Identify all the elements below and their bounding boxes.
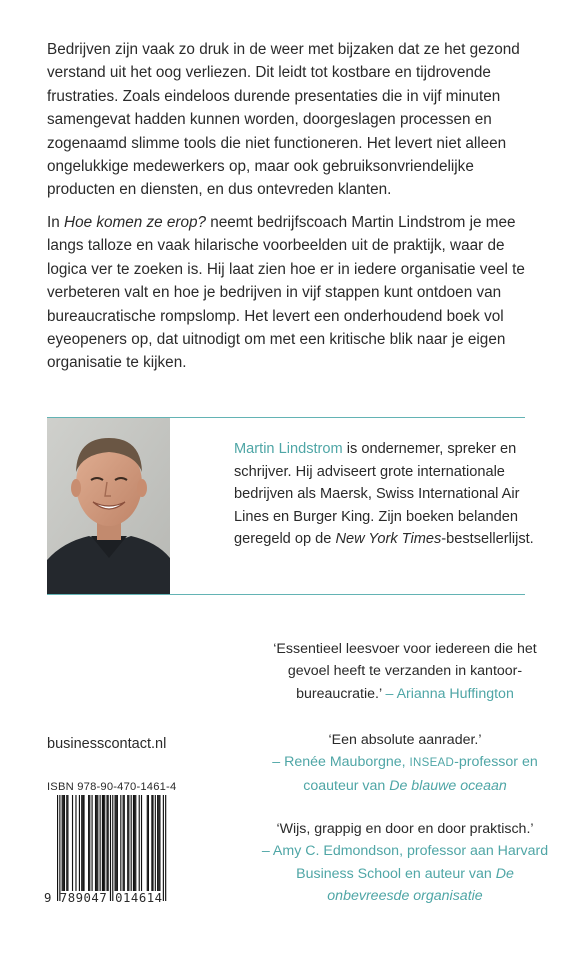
review-quote-3 xyxy=(255,818,555,907)
publisher-website: businesscontact.nl xyxy=(47,736,167,752)
barcode-bar xyxy=(157,795,158,891)
barcode-bar xyxy=(124,795,125,891)
quote-text: ‘Essentieel leesvoer voor iedereen die het gevoel heeft te verzanden in kantoor-bureaucratie.’ xyxy=(273,641,537,702)
barcode-bar xyxy=(112,795,113,901)
publication-name: New York Times xyxy=(335,531,442,548)
barcode-bar xyxy=(116,795,117,891)
quote-text: ‘Wijs, grappig en door en door praktisch.’ xyxy=(276,821,534,837)
barcode-bar xyxy=(96,795,97,891)
quote-attribution: – Arianna Huffington xyxy=(385,685,514,702)
barcode-bar xyxy=(123,795,124,891)
barcode-bar xyxy=(131,795,132,891)
barcode-bar xyxy=(97,795,98,891)
quote-text: ‘Een absolute aanrader.’ xyxy=(328,732,482,748)
barcode-bar xyxy=(135,795,136,891)
barcode-bar xyxy=(104,795,105,891)
author-photo xyxy=(47,418,170,594)
barcode-bar xyxy=(134,795,135,891)
barcode-bar xyxy=(128,795,129,891)
barcode-bar xyxy=(163,795,164,901)
paragraph-intro: In xyxy=(47,214,65,231)
barcode-bar xyxy=(141,795,142,891)
barcode-bar xyxy=(106,795,107,891)
barcode-bar xyxy=(147,795,148,891)
barcode-bar xyxy=(79,795,80,891)
barcode-bar xyxy=(100,795,101,891)
barcode-bar xyxy=(62,795,63,891)
barcode-bar xyxy=(158,795,159,891)
barcode-bar xyxy=(88,795,89,891)
barcode-bar xyxy=(139,795,140,891)
barcode-bar xyxy=(75,795,76,891)
barcode-bar xyxy=(92,795,93,891)
barcode-bar xyxy=(59,795,60,901)
barcode-bar xyxy=(148,795,149,891)
author-bio xyxy=(234,438,534,551)
divider-bottom xyxy=(47,594,525,595)
description-paragraph-1: Bedrijven zijn vaak zo druk in de weer met bijzaken dat ze het gezond verstand uit het oog verliezen. Dit leidt tot kostbare en tijdrovende frustraties. Zoals eindeloos durende presentaties die in vijf minuten samengevat hadden kunnen worden, doorgeslagen processen en zogenaamd slimme tools die niet functioneren. Het levert niet alleen ongelukkige medewerkers op, maar ook gebruiksonvriendelijke producten en diensten, en dus ontevreden klanten. xyxy=(47,41,520,199)
barcode-bar xyxy=(159,795,160,891)
barcode-bar xyxy=(64,795,65,891)
barcode-bar xyxy=(63,795,64,891)
book-title: Hoe komen ze erop? xyxy=(64,214,207,231)
author-bio-text: is ondernemer, spreker en schrijver. Hij adviseert grote internationale bedrijven als Maersk, Swiss International Air Lines en Burger King. Zijn boeken belanden geregeld op de xyxy=(234,441,520,548)
quote-attribution: – Renée Mauborgne, INSEAD-professor en coauteur van De blauwe oceaan xyxy=(272,754,538,794)
barcode-number: 9 789047 014614 xyxy=(44,891,163,905)
barcode-bar xyxy=(151,795,152,891)
quote-attribution: – Amy C. Edmondson, professor aan Harvard Business School en auteur van De onbevreesde organisatie xyxy=(261,843,549,904)
isbn-number: ISBN 978-90-470-1461-4 xyxy=(47,781,177,793)
barcode-bar xyxy=(57,795,58,901)
barcode-bar xyxy=(110,795,111,901)
barcode-bar xyxy=(72,795,73,891)
barcode-bar xyxy=(103,795,104,891)
barcode-bar xyxy=(95,795,96,891)
barcode-bar xyxy=(82,795,83,891)
author-name: Martin Lindstrom xyxy=(234,441,343,457)
barcode-bar xyxy=(67,795,68,891)
barcode-bar xyxy=(133,795,134,891)
barcode-bar xyxy=(81,795,82,891)
barcode-bar xyxy=(102,795,103,891)
barcode-bar xyxy=(152,795,153,891)
barcode-bar xyxy=(115,795,116,891)
barcode-bar xyxy=(165,795,166,901)
barcode-bar xyxy=(66,795,67,891)
description-paragraph-2 xyxy=(47,211,537,375)
barcode-bar xyxy=(83,795,84,891)
review-quote-2 xyxy=(255,729,555,797)
barcode-bar xyxy=(120,795,121,891)
author-bio-end: -bestsellerlijst. xyxy=(441,531,534,548)
barcode-bar xyxy=(117,795,118,891)
barcode-bar xyxy=(127,795,128,891)
paragraph-body: neemt bedrijfscoach Martin Lindstrom je mee langs talloze en vaak hilarische voorbeelden uit de praktijk, waar de logica ver te zoeken is. Hij laat zien hoe er in iedere organisatie veel te verbeteren valt en hoe je bedrijven in vijf stappen kunt ontdoen van bureaucratische rompslomp. Het levert een onderhoudend boek vol eyeopeners op, dat uitnodigt om met een kritische blik naar je eigen organisatie te kijken. xyxy=(47,214,525,372)
barcode-bar xyxy=(108,795,109,891)
review-quote-1 xyxy=(255,638,555,705)
barcode-bar xyxy=(89,795,90,891)
barcode-bar xyxy=(155,795,156,891)
